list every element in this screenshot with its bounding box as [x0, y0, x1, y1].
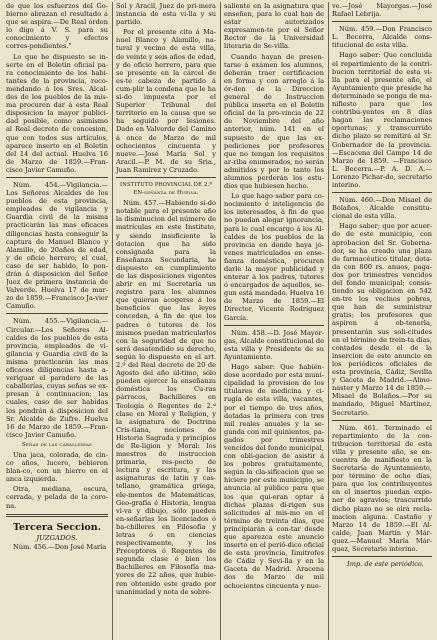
paragraph: Por el presente cito á Ma-nuel Blanco y Alamillo, na-tural y vecino de esta villa, de veinte y seis años de edad, y de oficio herrero, para que se presente en la cárcel de es-te cabeza de partido á cum-plir la condena que le ha si-do impuesta por el Superior Tribunal del territorio en la causa que se ha seguido por lesiones. Dado en Valverde del Camino á once de Marzo de mil ochocientos cincuenta y nueve.—José María Sol y Aracil.—P. M. de su Sria., Juan Ramírez y Cruzado. — [116, 28, 216, 174]
column-1 — [6, 2, 108, 640]
divider — [332, 420, 432, 421]
divider — [224, 325, 324, 326]
subheading: Señas de las caballerías — [22, 441, 92, 448]
notice-461: Núm. 461. Terminado el repartimiento de la con-tribucion territorial de esta villa y presente año, se en-cuentra de manifiesto en la Secretaría de Ayuntamiento, por término de ocho días, para que los contribuyentes en el insertos puedan expo-ner de agravios; trascurrido dicho plazo no se oirá recla-macion alguna. Castaño y Marzo 14 de 1859.—El Al-calde, Juan Martín y Már-quez.—Manuel María Már-quez, Secretario interino. — [332, 423, 432, 553]
imprint: Imp. de este periódico. — [347, 560, 424, 569]
notice-458: Núm. 458.—D. José Mayor-gas, Alcalde constitucional de esta villa y Presidente de su Ayuntamiento. — [224, 328, 324, 361]
paragraph: saliente en la asignatura que enseñen, para lo cual han de estar autorizados expresamen-te por el Señor Rector de la Universidad literaria de Se-villa. — [224, 2, 324, 51]
divider — [6, 177, 108, 178]
section-subtitle: JUZGADOS. — [36, 534, 78, 543]
institute-heading: INSTITUTO PROVINCIAL DE 2.ª EN-señanza de Huelva. — [119, 181, 212, 197]
paragraph: Sol y Aracil, Juez de pri-mera instancia de esta vi-lla y su partido. — [116, 2, 216, 27]
divider — [332, 21, 432, 22]
paragraph: Lo que he dispuesto se in-serte en el Boletin oficial pa-ra conocimiento de los habi-tantes de la provincia, reco-mendando á los Sres. Alcal-des de los pueblos de la mis-ma procuren dar á esta Real disposicion la mayor publici-dad posible, como asimismo al Real decreto de concesion, que con todos sus artículos, aparece inserto en el Boletin del 14 del actual. Huelva 16 de Marzo de 1859.—Fran-cisco Javier Camuño. — [6, 52, 108, 174]
notice-454: Núm. 454.—Vigilancia.—Los Señores Alcaldes de los pueblos de esta provincia, empleados de vigilancia y Guardia civil de la misma practicarán las mas eficaces diligencias hasta conseguir la captura de Manuel Blanco y Alamillo, de 20años de edad, y de oficio herrero; el cual, caso de ser habido, lo pon-drán á disposicion del Señor Juez de primera instancia de Valverde. Huelva 17 de mar-zo de 1859.—Francisco Ja-vier Camuño. — [6, 180, 108, 311]
divider — [332, 192, 432, 193]
section-title: Tercera Seccion. — [13, 522, 101, 534]
column-3 — [220, 2, 324, 640]
paragraph: Hago saber; que por acuer-do de este municipio, con aprobacion del Sr. Goberna-dor, se ha creado una plaza de farmacéutico titular, dota-da con 800 rs. anuos, paga-dos por trimestres vencidos del fondo municipal; consis-tiendo su obligacion en 542 en-tre los vecinos pobres, que han de suministrar gratis; los profesores que aspiren á ob-tenerla, presentarán sus soli-citudes en el término de trein-ta días, contados desde el de la insercion de este anuncio en los periódicos oficiales de esta provincia, Cádiz, Sevilla y Gaceta de Madrid.—Almo-naster y Marzo 14 de 1859.—Misael de Bolaños.—Por su mandado, Miguel Martínez, Secretario. — [332, 222, 432, 417]
section-divider — [6, 514, 108, 518]
paragraph: Otra, mediana, oscura, cerrada, y pelada de la coro-na. — [6, 485, 108, 510]
paragraph: Hago saber: Que concluida el repartimiento de la contri-bucion territorial de esta vi-lla para el presente año, el Ayuntamiento que preside ha determinado se ponga de ma-nifiesto para que los contribu-yentes en 8 días hagan las reclamaciones oportunas; y transcurrido dicho plazo se remitirá al Sr. Gobernador de la provincia.—Escacena del Campo 14 de Marzo de 1859. —Francisco L. Becerra.—P. A. D. A.—Lorenzo Pichar-do, secretario interino. — [332, 51, 432, 189]
paragraph: de que los esfuerzos del Go-bierno abrazan el resultado á que se aspira.—De Real órden lo digo á V. S. para su conocimiento y efectos corres-pondientes.” — [6, 2, 108, 51]
paragraph: Una jaca, colorada, de cin-co años, lucero, bebieron blan-co, con un hierro en el anca izquierda. — [6, 450, 108, 484]
paragraph: Lo que hago saber para co-nocimiento é inteligencia de los interesados, á fin de que no puedan alegar ignorancia, para lo cual encargo á los Al-caldes de los pueblos de la provincia en donde haya jó-venes matriculados en ense-ñanza doméstica, procuren darle la mayor publicidad y enterar á los padres, tutores ó encargados de aquellos, se-gun está mandado. Huelva 16 de Marzo de 1859.—El Director, Vicente Rodríguez García. — [224, 192, 324, 322]
column-2 — [112, 2, 216, 640]
notice-455: Núm. 455.—Vigilancia.—Circular.—Los Señores Al-caldes de los pueblos de esta provincia, empleados de vi-gilancia y Guardia civil de la misma practicarán las mas eficaces diligencias hasta a-veriguar el paradero de las caballerías, cuyas señas se ex-presan á continuacion; las cuales, caso de ser habidas los pondrán á disposicion del Sr. Alcalde de Zufre. Huelva 16 de Marzo de 1859.—Fran-cisco Javier Camuño. — [6, 317, 108, 439]
paragraph: Cuando hayan de presen-tarse á exámen los alumnos, deberán traer certificacion en forma y con arreglo á la ór-den de la Direccion general de Instruccion pública inserta en el Boletín oficial de la pro-vincia de 22 de Noviembre del año anterior, núm. 141 en el supuesto de que las ex-pediciones por profesores que no tengan los requisitos ar-riba enumerados, no serán admitidos y por lo tanto los alumnos perderán los estu-dios que hubiesen hecho. — [224, 52, 324, 191]
notice-459: Núm. 459.—Don Francisco L. Becerra, Alcalde cons-titucional de esta villa. — [332, 25, 432, 50]
divider — [6, 313, 108, 314]
column-4 — [328, 2, 432, 640]
divider — [332, 556, 432, 557]
paragraph: ve.—José Mayorgas.—José Rafael Lebrija. — [332, 2, 432, 19]
notice-456: Núm. 456.—Don José María — [13, 543, 107, 552]
paragraph: Hago saber: Que habién-dose acordado por esta muni-cipalidad la provision de los titulares de medicina y ci-rugía de esta villa, vacantes, por el tiempo de tres años, dotadas la primera con tres mil reales anuales y la se-gunda con mil quinientos, pa-gados por trimestres vencidos del fondo municipal, con obli-gacion de asistir á los pobres gratuitamente, según la cla-sificacion que se hiciere por este municipio, se anuncia al público para que los que qui-eran optar á dichas plazas di-rigen sus solicitudes al mis-mo en el término de treinta días, que principiarán á con-tar desde que aparezca este anuncio inserto en el perió-dico oficial de esta provincia, Iimitrofes de Cádiz y Sevi-lla y en la Gaceta de Madrid. Aracena dos de Marzo de mil ochocientos cincuenta y nue- — [224, 363, 324, 590]
notice-457: Núm. 457.—Habiendo si-do notable para el presente año la disminucion del número de matrículas en este Instituto, y siendo insuficiente la dotacion que ha sido consignada para la Enseñanza Secundaria, he dispuesto en cumplimiento de las disposiciones vigentes abrir en mi Secretaría un registro para los alumnos que quieran acogerse á los beneficios que las leyes conceden, á fin de que los padres ó tutores de los mismos puedan matricularlos con la seguridad de que no será desatendido su derecho, según lo dispuesto en el art. 2.º del Real decreto de 20 de Agosto del año úl-timo, sólo pueden ejercer la enseñanza doméstica los Cu-ras párrocos, Bachilleres en Teología ó Regentes de 2.ª clase en Moral y Religion, y la asignatura de Doctrina Cris-tiana, nociones de Historia Sagrada y principios de Re-ligion y Moral: los maestros de instruccion primaria, res-pecto de lectura y escritura, y las asignaturas de latin y cas-tellano, gramática griega, ele-mentos de Matemáticas, Geo-grafía é Historia, lengua vi-va y dibujo, sólo pueden en-señarlas los licenciados ó ba-chilleres en Filosofía y letras ó en ciencias respectivamente, y los Preceptores ó Regentes de segunda clase ó bien los Bachilleres en Filosofía ma-yores de 22 años, que hubie-ren obtenido este grado por unanimidad y nota de sobre- — [116, 199, 216, 596]
divider — [116, 177, 216, 178]
notice-460: Núm. 460.—Don Misael de Bolaños, Alcalde constitu-cional de esta villa. — [332, 196, 432, 221]
